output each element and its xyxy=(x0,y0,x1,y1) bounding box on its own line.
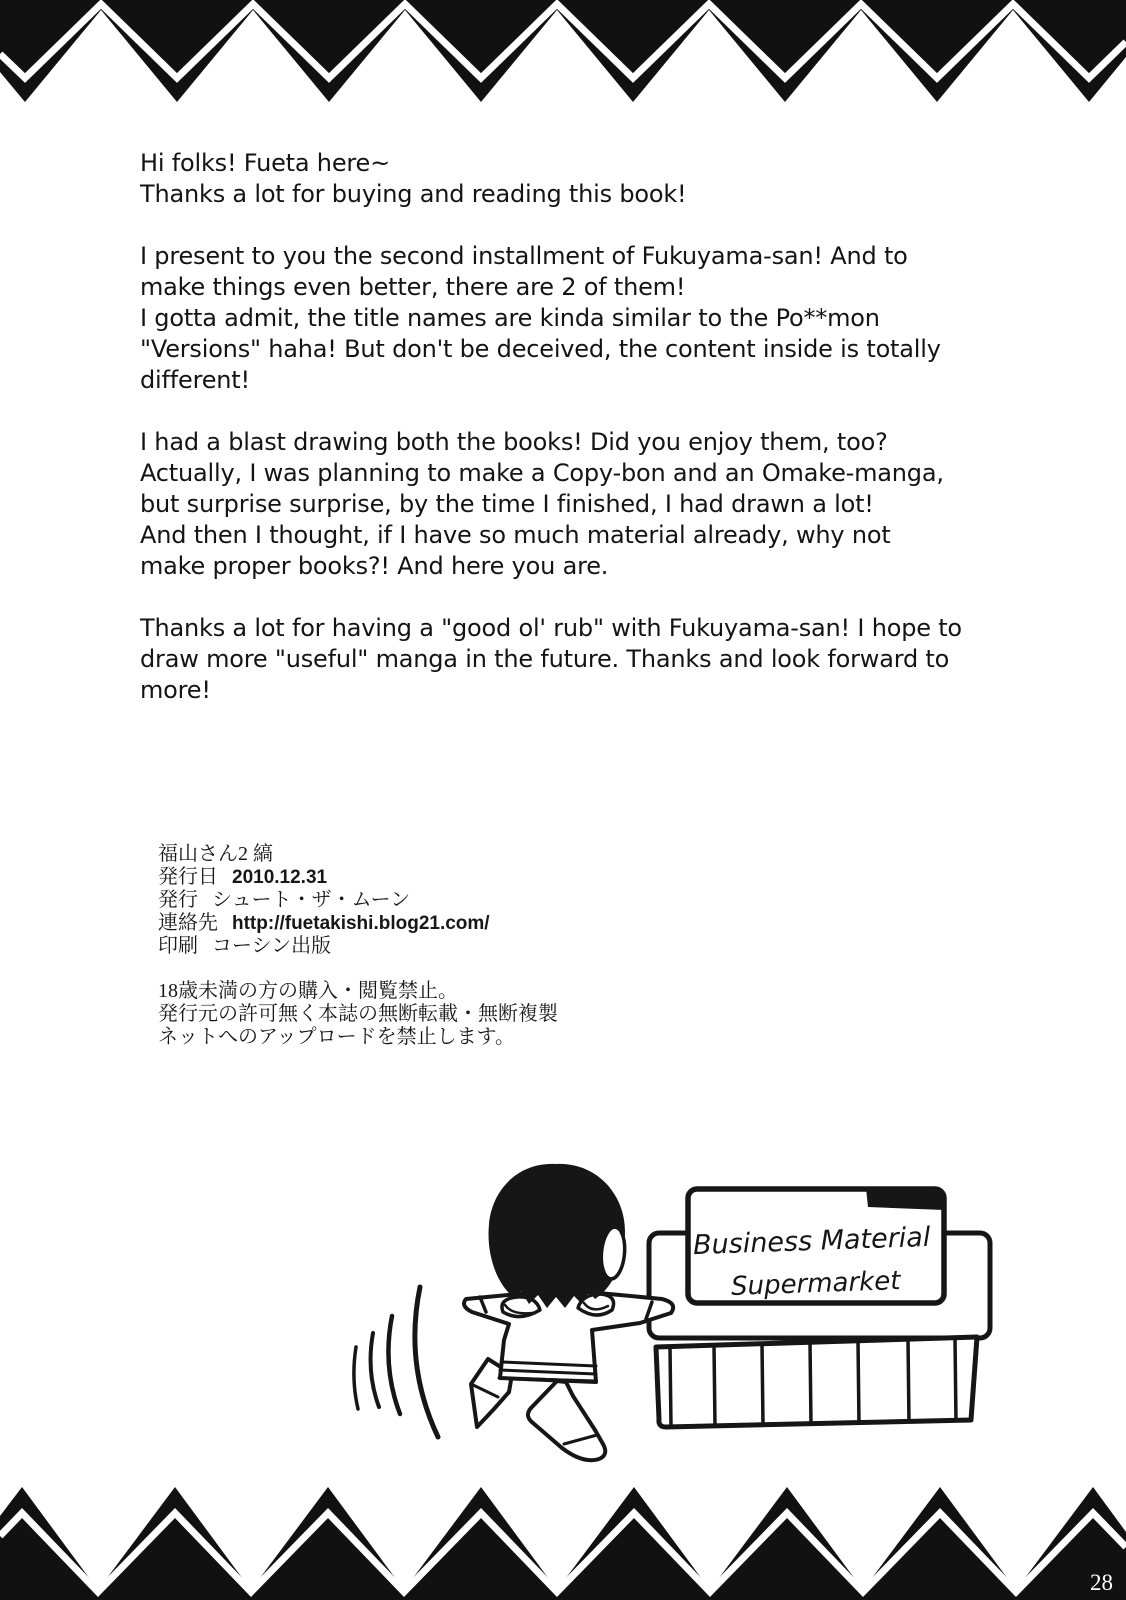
contact-url: http://fuetakishi.blog21.com/ xyxy=(232,913,490,934)
afterword-line: "Versions" haha! But don't be deceived, the content inside is totally xyxy=(140,335,941,363)
afterword-line: Hi folks! Fueta here~ xyxy=(140,149,391,177)
afterword-line: Thanks a lot for buying and reading this book! xyxy=(140,180,687,208)
afterword-line: more! xyxy=(140,676,211,704)
afterword-line: I gotta admit, the title names are kinda similar to the Po**mon xyxy=(140,304,880,332)
printer-name: コーシン出版 xyxy=(212,935,332,957)
afterword-line: draw more "useful" manga in the future. Thanks and look forward to xyxy=(140,645,950,673)
legal-line: ネットへのアップロードを禁止します。 xyxy=(158,1026,515,1048)
colophon-label: 印刷 xyxy=(158,935,198,957)
afterword-line: Actually, I was planning to make a Copy-bon and an Omake-manga, xyxy=(140,459,944,487)
speed-lines xyxy=(354,1287,438,1437)
colophon-label: 発行日 xyxy=(158,866,218,888)
building-storefront xyxy=(656,1337,977,1427)
afterword-line: but surprise surprise, by the time I finished, I had drawn a lot! xyxy=(140,490,874,518)
supermarket-sign xyxy=(688,1188,945,1303)
afterword-line: Thanks a lot for having a "good ol' rub" with Fukuyama-san! I hope to xyxy=(140,614,962,642)
afterword-line: make proper books?! And here you are. xyxy=(140,552,609,580)
afterword-line: I present to you the second installment of Fukuyama-san! And to xyxy=(140,242,908,270)
legal-line: 18歳未満の方の購入・閲覧禁止。 xyxy=(158,980,458,1002)
afterword-line: And then I thought, if I have so much material already, why not xyxy=(140,521,891,549)
afterword-line: make things even better, there are 2 of them! xyxy=(140,273,686,301)
sign-text-line2: Supermarket xyxy=(730,1266,901,1302)
colophon-label: 連絡先 xyxy=(158,912,218,934)
colophon-label: 発行 xyxy=(158,889,198,911)
publisher-name: シュート・ザ・ムーン xyxy=(212,889,411,911)
sign-text-line1: Business Material xyxy=(692,1221,931,1262)
runner-character xyxy=(464,1164,673,1460)
publish-date: 2010.12.31 xyxy=(232,867,328,888)
sign-corner-patch xyxy=(866,1188,945,1210)
page-number: 28 xyxy=(1090,1570,1113,1595)
afterword-line: different! xyxy=(140,366,250,394)
runner-right-leg xyxy=(528,1381,605,1460)
legal-line: 発行元の許可無く本誌の無断転載・無断複製 xyxy=(158,1003,558,1025)
afterword-line: I had a blast drawing both the books! Did you enjoy them, too? xyxy=(140,428,888,456)
bottom-zigzag-border xyxy=(0,1480,1126,1600)
doujin-title: 福山さん2 縞 xyxy=(158,843,273,865)
